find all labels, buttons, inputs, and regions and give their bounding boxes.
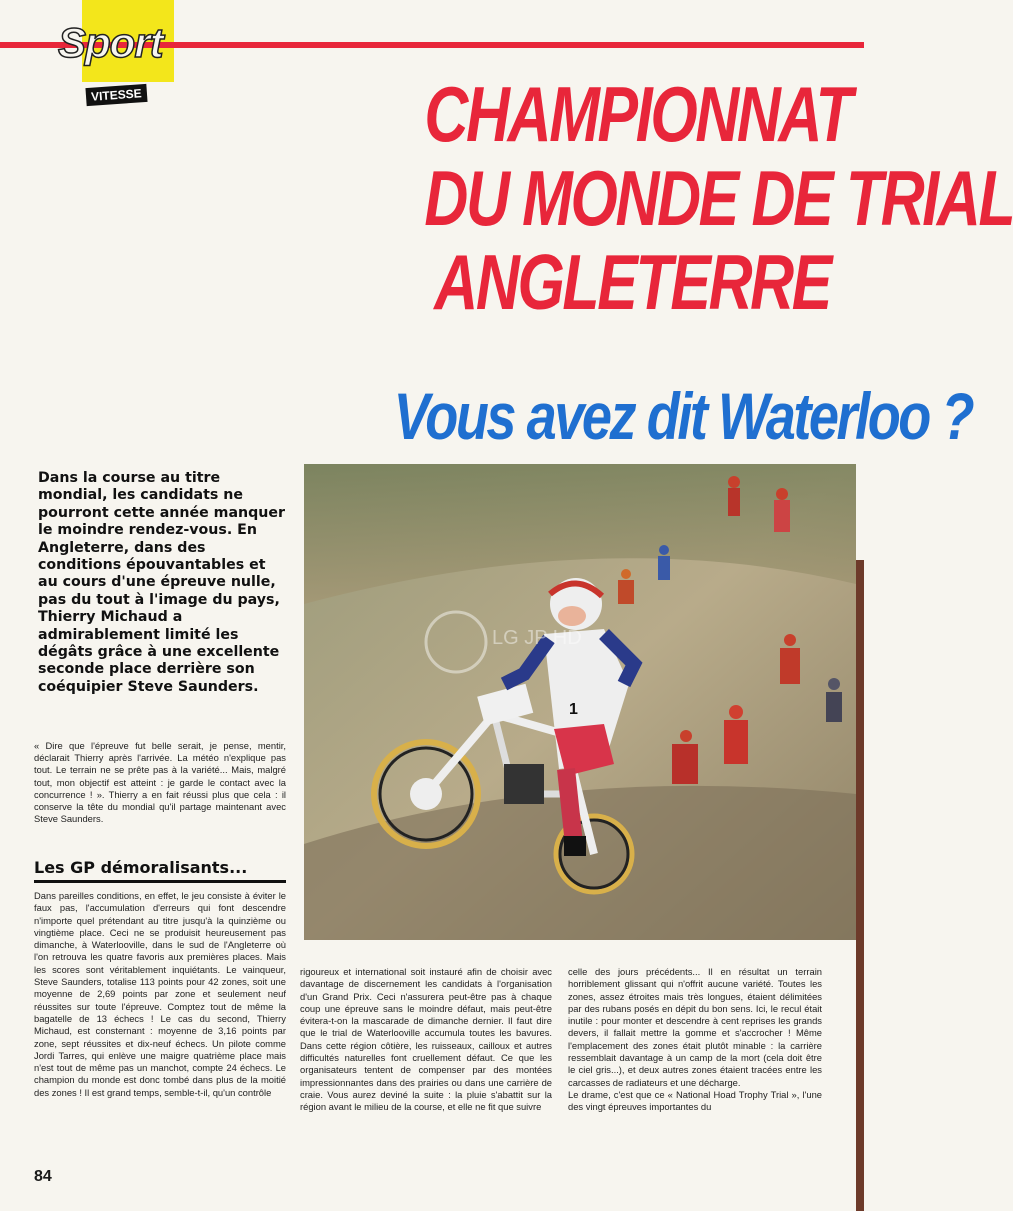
subheadline: Vous avez dit Waterloo ? (393, 379, 973, 453)
body-column-2: rigoureux et international soit instauré afin de choisir avec davantage de discernement les candidats à l'organisation d'un Grand Prix. Ceci n'assurera peut-être pas à chaque coup une épreuve sans le moindre défaut, mais peut-être évitera-t-on la mascarade de dimanche dernier. Il faut dire que le trial de Waterlooville accumula toutes les bavures. Dans cette région côtière, les ruisseaux, cailloux et autres difficultés naturelles font cruellement défaut. Ce que les organisateurs tentent de compenser par des montées impressionnantes dans des prairies ou dans une carrière de craie. Vous aurez deviné la suite : la pluie s'abattit sur la région avant le milieu de la course, et elle ne fit que suivre (300, 966, 552, 1113)
photo-illustration (304, 464, 856, 940)
body-column-1: Dans pareilles conditions, en effet, le jeu consiste à éviter le faux pas, l'accumulation d'erreurs qui font descendre n'importe quel prétendant au titre jusqu'à la quinzième ou vingtième place. Ceci ne se produisit heureusement pas dimanche, à Waterlooville, dans le sud de l'Angleterre où l'on retrouva les quatre favoris aux premières places. Mais les scores sont véritablement inquiétants. Le vainqueur, Steve Saunders, totalise 113 points pour 42 zones, soit une moyenne de 2,69 points par zone et seulement neuf réussites sur toute l'épreuve. Comptez tout de même la bagatelle de 13 échecs ! Le cas du second, Thierry Michaud, est consternant : moyenne de 3,16 points par zone, sept réussites et dix-neuf échecs. Un pilote comme Jordi Tarres, qui enlève une maigre quatrième place mais n'est tout de même pas un manchot, compte 24 échecs. Le champion du monde est donc tombé dans plus de la moitié des zones ! Il est grand temps, semble-t-il, qu'un contrôle (34, 890, 286, 1098)
number-plate: 1 (569, 701, 578, 718)
quote-paragraph: « Dire que l'épreuve fut belle serait, je pense, mentir, déclarait Thierry après l'arrivée. La météo n'explique pas tout. Le terrain ne se prête pas à la variété... Mais, malgré tout, mon objectif est atteint : je garde le contact avec la concurrence ! ». Thierry a en fait réussi plus que cela : il conserve la tête du mondial qu'il partage maintenant avec Steve Saunders. (34, 740, 286, 825)
body-column-3 (568, 966, 822, 1114)
headline-line-1: CHAMPIONNAT (424, 70, 851, 158)
category-badge: VITESSE (85, 84, 147, 106)
lead-paragraph: Dans la course au titre mondial, les candidats ne pourront cette année manquer le moindre rendez-vous. En Angleterre, dans des conditions épouvantables et au cours d'une épreuve nulle, pas du tout à l'image du pays, Thierry Michaud a admirablement limité les dégâts grâce à une excellente seconde place derrière son coéquipier Steve Saunders. (38, 470, 286, 695)
body-column-3-para-1: celle des jours précédents... Il en résultat un terrain horriblement glissant qui n'offrit aucune variété. Toutes les zones, assez étroites mais très longues, étaient délimitées par des rubans posés en dépit du bon sens. Ici, le recul était inutile : pour monter et descendre à cent reprises les grands devers, il fallait mettre la gomme et s'accrocher ! Même l'emplacement des zones était plutôt minable : la carrière ressemblait davantage à un camp de la mort (cela doit être le ciel gris...), et deux autres zones étaient tracées entre les carcasses de radiateurs et une décharge. (568, 966, 822, 1088)
page-edge-strip (856, 560, 864, 1211)
trial-rider-photo (304, 464, 856, 940)
body-column-3-para-2: Le drame, c'est que ce « National Hoad Trophy Trial », l'une des vingt épreuves importantes du (568, 1088, 822, 1113)
headline-line-3: ANGLETERRE (434, 238, 830, 326)
headline-line-2: DU MONDE DE TRIAL (424, 154, 1013, 242)
headline (424, 70, 1013, 326)
page-number: 84 (34, 1168, 52, 1185)
watermark-text: LG JP HD (492, 627, 582, 649)
section-title: Les GP démoralisants... (34, 858, 286, 883)
section-label: Sport (58, 19, 163, 66)
